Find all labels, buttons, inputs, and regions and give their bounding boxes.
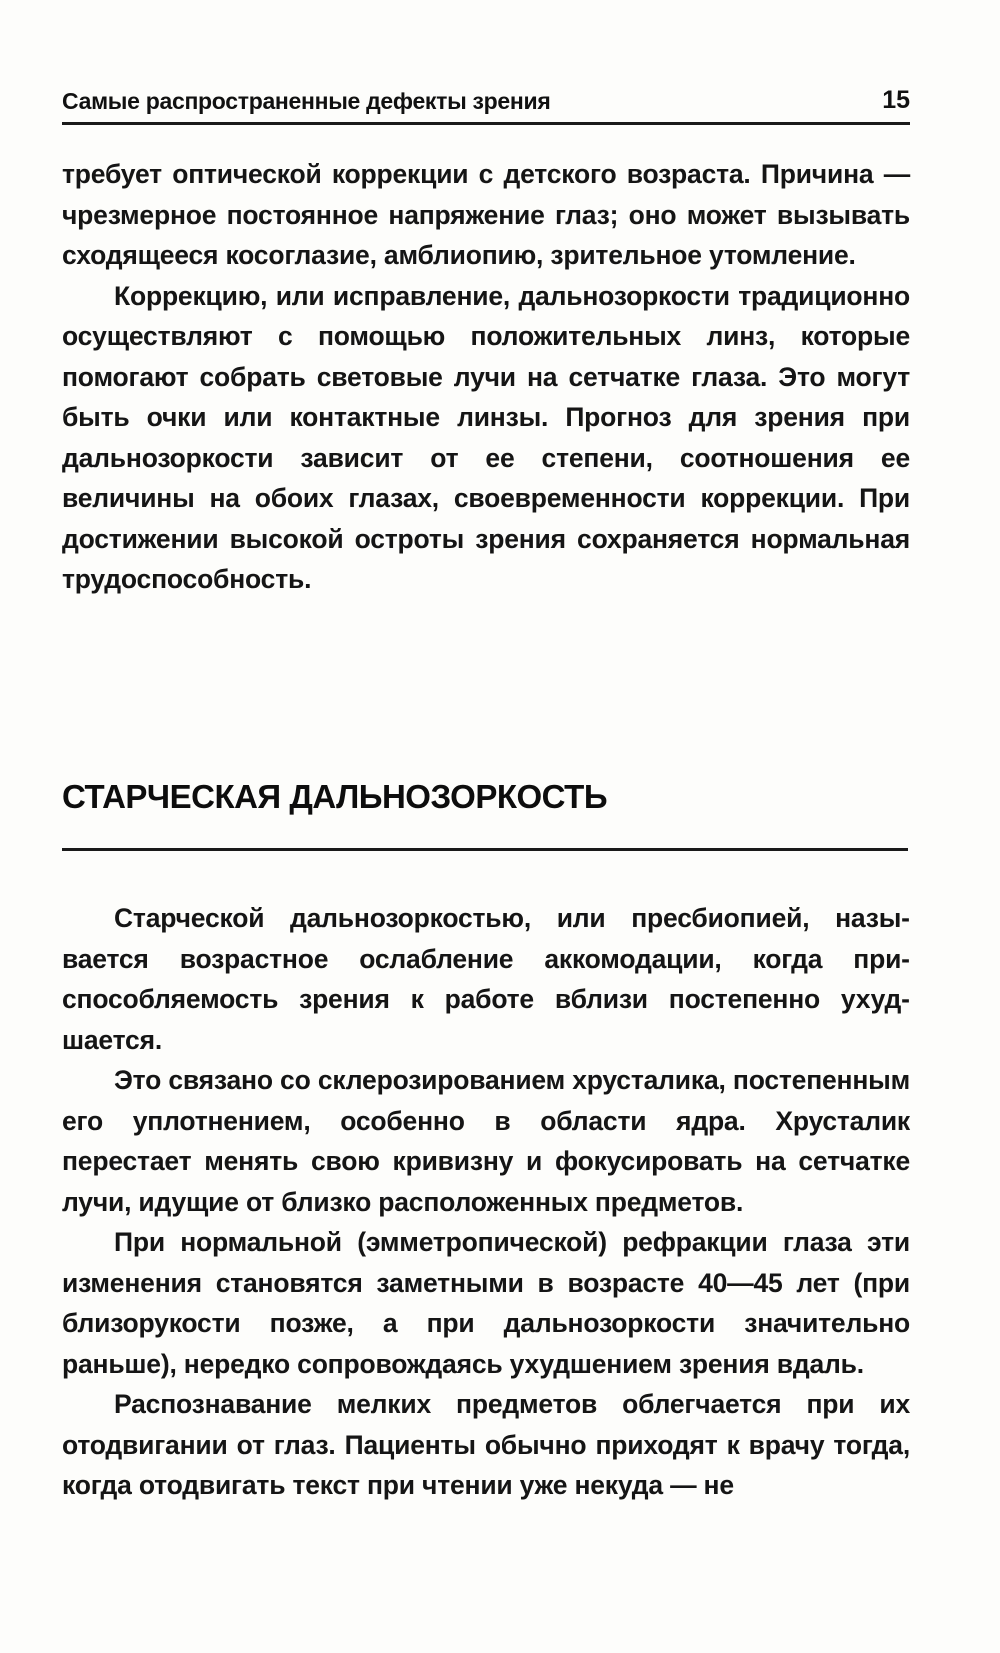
paragraph-age-onset: При нормальной (эмметропической) рефракции глаза эти изменения становятся заметными в возрасте 40—45 лет (при близорукости позже, а при дальнозоркости значительно раньше), нередко сопровождаясь ухудшением зрения вдаль. (62, 1227, 910, 1379)
paragraph-correction: Коррекцию, или исправление, дальнозоркости традиционно осуществляют с помощью положительных линз, которые помогают собрать световые лучи на сетчатке глаза. Это могут быть очки или контактные линзы. Прогноз для зрения при дальнозоркости зависит от ее степени, соотношения ее величины на обоих глазах, своевременности коррекции. При достижении высокой остроты зрения сохраняется нормальная трудоспособность. (62, 280, 910, 594)
section-title: СТАРЧЕСКАЯ ДАЛЬНОЗОРКОСТЬ (62, 778, 608, 815)
paragraph-continued: требует оптической коррекции с детского возраста. Причина — чрезмерное постоянное напряжение глаз; оно может вызывать сходящееся косоглазие, амблиопию, зрительное утомление. (62, 159, 910, 270)
running-header (62, 78, 910, 125)
continued-text-block (62, 154, 910, 600)
paragraph-cause: Это связано со склерозированием хрусталика, постепенным его уплотнением, особенно в области ядра. Хрусталик перестает менять свою кривизну и фокусировать на сетчатке лучи, идущие от близко расположенных предметов. (62, 1065, 910, 1217)
page-number: 15 (882, 86, 910, 114)
section-divider (62, 848, 908, 851)
paragraph-symptoms: Распознавание мелких предметов облегчается при их отодвигании от глаз. Пациенты обычно приходят к врачу тогда, когда отодвигать текст при чтении уже некуда — не (62, 1389, 910, 1500)
running-title: Самые распространенные дефекты зрения (62, 88, 551, 114)
paragraph-definition: Старческой дальнозоркостью, или пресбиопией, называется возрастное ослабление аккомодации, когда приспособляемость зрения к работе вблизи постепенно ухудшается. (62, 903, 910, 1055)
section-text-block (62, 898, 910, 1506)
